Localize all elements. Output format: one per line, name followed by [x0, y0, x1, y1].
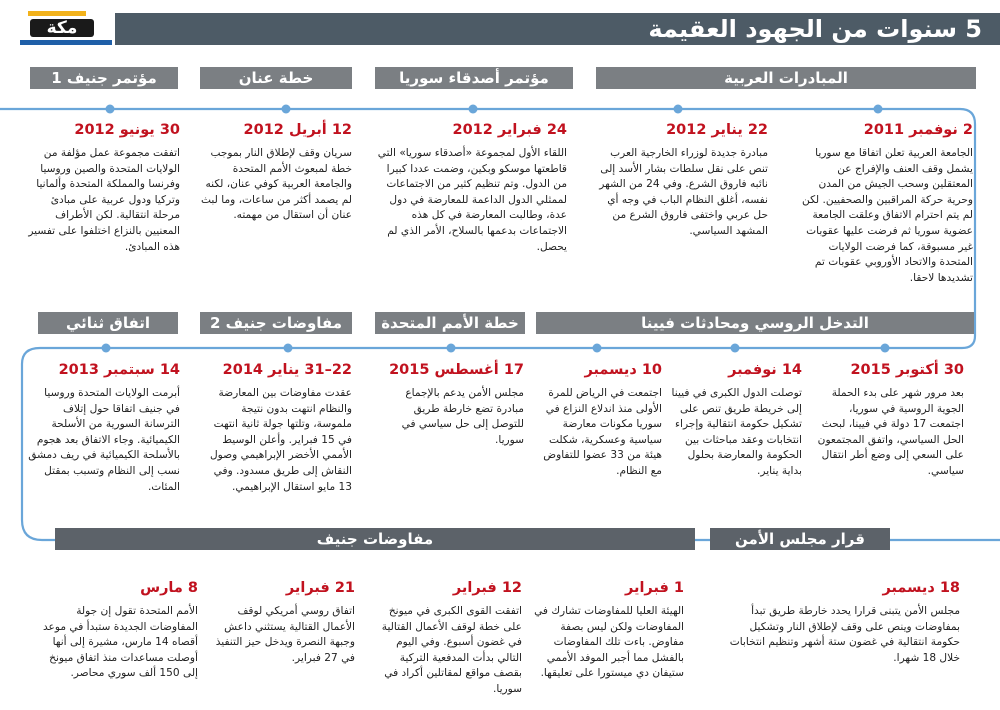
event-date: 8 مارس	[140, 580, 198, 596]
logo	[20, 9, 112, 49]
event-text: اجتمعت في الرياض للمرة الأولى منذ اندلاع النزاع في سوريا مكونات معارضة سياسية وعسكرية، شكلت هيئة من 33 عضوا للتفاوض مع النظام.	[543, 387, 662, 477]
event-text: أبرمت الولايات المتحدة وروسيا في جنيف اتفاقا حول إتلاف الترسانة السورية من الأسلحة الكيميائية. وجاء الاتفاق بعد هجوم بالأسلحة الكيميائية في ريف دمشق نسب إلى النظام وتسبب بمقتل المئات.	[28, 387, 180, 493]
page-title: 5 سنوات من الجهود العقيمة	[648, 15, 982, 43]
dot-apr2012	[282, 105, 291, 114]
event-feb1	[530, 578, 684, 682]
header	[20, 9, 1000, 49]
bar-geneva1: مؤتمر جنيف 1	[30, 67, 178, 89]
event-text: مجلس الأمن يدعم بالإجماع مبادرة تضع خارطة طريق للتوصل إلى حل سياسي في سوريا.	[401, 387, 524, 446]
event-date: 21 فبراير	[285, 580, 355, 596]
event-text: مجلس الأمن يتبنى قرارا يحدد خارطة طريق تبدأ بمفاوضات وينص على وقف لإطلاق النار وتشكيل حكومة انتقالية في غضون ستة أشهر وتنظيم انتخابات خلال 18 شهرا.	[729, 605, 960, 664]
event-nov14	[668, 360, 802, 480]
dot-sep2013	[102, 344, 111, 353]
event-feb2012	[375, 120, 567, 255]
event-text: اتفقت القوى الكبرى في ميونخ على خطة لوقف الأعمال القتالية في غضون أسبوع. وفي اليوم التالي بدأت المدفعية التركية بقصف مواقع لمقاتلين أكراد في سوريا.	[381, 605, 522, 695]
dot-feb2012	[469, 105, 478, 114]
dot-oct2015	[881, 344, 890, 353]
event-date: 18 ديسمبر	[882, 580, 960, 596]
dot-jan2012	[674, 105, 683, 114]
event-date: 30 أكتوبر 2015	[850, 362, 964, 378]
event-date: 2 نوفمبر 2011	[863, 122, 973, 138]
event-jun2012	[24, 120, 180, 255]
event-date: 22 يناير 2012	[666, 122, 768, 138]
logo-text: مكة	[46, 18, 78, 38]
event-date: 17 أغسطس 2015	[389, 362, 524, 378]
event-apr2012	[200, 120, 352, 224]
event-jan2014	[200, 360, 352, 495]
dot-jan2014	[284, 344, 293, 353]
dot-dec10	[593, 344, 602, 353]
bar-security-council: قرار مجلس الأمن	[710, 528, 890, 550]
bar-bilateral: اتفاق ثنائي	[38, 312, 178, 334]
event-oct2015	[812, 360, 964, 480]
bar-arab-initiatives: المبادرات العربية	[596, 67, 976, 89]
event-text: مبادرة جديدة لوزراء الخارجية العرب تنص على نقل سلطات بشار الأسد إلى نائبه فاروق الشرع. وفي 24 من الشهر نفسه، أغلق النظام الباب في وجه أي حل عربي واختفى فاروق الشرع من المشهد السياسي.	[599, 147, 768, 237]
dot-jun2012	[106, 105, 115, 114]
event-text: اتفاق روسي أمريكي لوقف الأعمال القتالية يستثني داعش وجبهة النصرة ويدخل حيز التنفيذ في 27 فبراير.	[215, 605, 355, 664]
event-date: 10 ديسمبر	[584, 362, 662, 378]
event-feb21	[205, 578, 355, 666]
bar-un-plan: خطة الأمم المتحدة	[375, 312, 525, 334]
dot-nov2011	[874, 105, 883, 114]
event-text: بعد مرور شهر على بدء الحملة الجوية الروسية في سوريا، اجتمعت 17 دولة في فيينا، لبحث الحل السياسي، واتفق المجتمعون على السعي إلى وضع أطر انتقال سياسي.	[817, 387, 964, 477]
event-text: سريان وقف لإطلاق النار بموجب خطة لمبعوث الأمم المتحدة والجامعة العربية كوفي عنان، لكنه لم يصمد أكثر من ساعات، وما لبث عنان أن استقال من مهمته.	[201, 147, 352, 222]
event-text: الجامعة العربية تعلن اتفاقا مع سوريا يشمل وقف العنف والإفراج عن المعتقلين وسحب الجيش من المدن وحرية حركة المراقبين والصحفيين. لكن لم يتم احترام الاتفاق وعلقت الجامعة عضوية سوريا ثم فرضت عليها عقوبات غير مسبوقة، كما فرضت الولايات المتحدة والاتحاد الأوروبي عقوبات تم تشديدها لاحقا.	[802, 147, 973, 284]
event-dec18	[720, 578, 960, 666]
event-text: عقدت مفاوضات بين المعارضة والنظام انتهت بدون نتيجة ملموسة، وتلتها جولة ثانية انتهت في 15 فبراير. وأعلن الوسيط الأممي الأخضر الإبراهيمي وصول النقاش إلى طريق مسدود. وفي 13 مايو استقال الإبراهيمي.	[209, 387, 352, 493]
event-text: الأمم المتحدة تقول إن جولة المفاوضات الجديدة ستبدأ في موعد أقصاه 14 مارس، مشيرة إلى أنها أوصلت مساعدات منذ اتفاق ميونخ إلى 150 ألف سوري محاصر.	[43, 605, 198, 680]
event-mar8	[38, 578, 198, 682]
bar-russian-intervention: التدخل الروسي ومحادثات فيينا	[536, 312, 974, 334]
event-nov2011	[795, 120, 973, 286]
event-text: توصلت الدول الكبرى في فيينا إلى خريطة طريق تنص على تشكيل حكومة انتقالية وإجراء انتخابات وعقد مباحثات بين الحكومة والمعارضة بحلول بداية يناير.	[671, 387, 802, 477]
dot-nov14	[731, 344, 740, 353]
event-date: 22–31 يناير 2014	[222, 362, 352, 378]
bar-geneva2: مفاوضات جنيف 2	[200, 312, 352, 334]
event-date: 1 فبراير	[624, 580, 684, 596]
event-date: 30 يونيو 2012	[74, 122, 180, 138]
event-dec10	[530, 360, 662, 480]
event-text: اللقاء الأول لمجموعة «أصدقاء سوريا» التي قاطعتها موسكو وبكين، وضمت عددا كبيرا من الدول. وتم تنظيم كثير من الاجتماعات لممثلي الدول الداعمة للمعارضة في دول عدة، وطالبت المعارضة في كل هذه الاجتماعات بدعمها بالسلاح، الأمر الذي لم يحصل.	[377, 147, 567, 253]
event-feb12	[372, 578, 522, 698]
dot-aug2015	[447, 344, 456, 353]
event-date: 12 فبراير	[452, 580, 522, 596]
event-date: 14 نوفمبر	[728, 362, 802, 378]
event-jan2012	[592, 120, 768, 240]
event-aug2015	[378, 360, 524, 448]
bar-geneva-talks: مفاوضات جنيف	[55, 528, 695, 550]
event-date: 12 أبريل 2012	[243, 122, 352, 138]
event-text: الهيئة العليا للمفاوضات تشارك في المفاوضات ولكن ليس بصفة مفاوض. باءت تلك المفاوضات بالفشل مما أجبر الموفد الأممي ستيفان دي ميستورا على تعليقها.	[534, 605, 684, 680]
bar-friends-of-syria: مؤتمر أصدقاء سوريا	[375, 67, 573, 89]
event-date: 14 سبتمبر 2013	[58, 362, 180, 378]
event-sep2013	[28, 360, 180, 495]
event-text: اتفقت مجموعة عمل مؤلفة من الولايات المتحدة والصين وروسيا وفرنسا والمملكة المتحدة وألمانيا وتركيا ودول عربية على مبادئ مرحلة انتقالية. لكن الأطراف المعنيين بالنزاع اختلفوا على تفسير هذه المبادئ.	[28, 147, 180, 253]
bar-annan-plan: خطة عنان	[200, 67, 352, 89]
event-date: 24 فبراير 2012	[452, 122, 567, 138]
